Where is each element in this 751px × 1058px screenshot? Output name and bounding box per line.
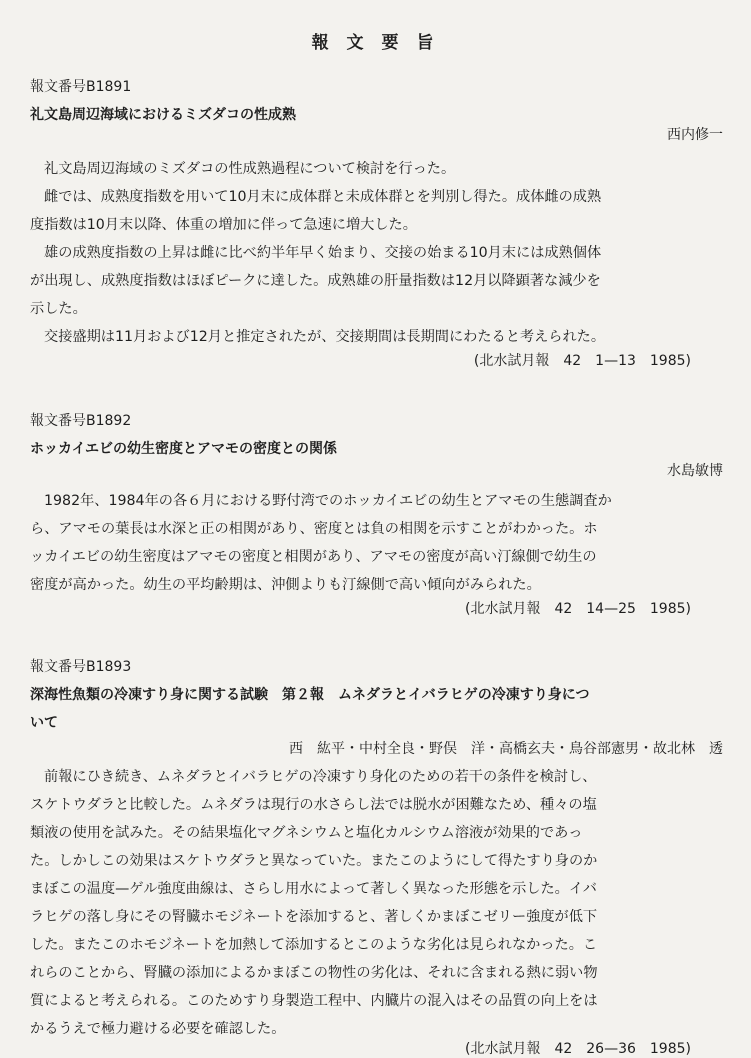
abstract-line: 雄の成熟度指数の上昇は雌に比べ約半年早く始まり、交接の始まる10月末には成熟個体 [44,245,602,261]
abstract-line: 前報にひき続き、ムネダラとイバラヒゲの冷凍すり身化のための若干の条件を検討し、 [44,769,597,785]
abstract-citation: (北水試月報 42 26—36 1985) [465,1041,691,1057]
page-title: 報 文 要 旨 [311,33,440,53]
abstract-line: かるうえで極力避ける必要を確認した。 [30,1021,286,1037]
abstract-line: 交接盛期は11月および12月と推定されたが、交接期間は長期間にわたると考えられた。 [44,329,606,345]
abstract-line: ッカイエビの幼生密度はアマモの密度と相関があり、アマモの密度が高い汀線側で幼生の [30,549,597,565]
abstract-line: スケトウダラと比較した。ムネダラは現行の水さらし法では脱水が困難なため、種々の塩 [30,797,597,813]
abstract-line: 密度が高かった。幼生の平均齢期は、沖側よりも汀線側で高い傾向がみられた。 [30,577,541,593]
abstract-line: 1982年、1984年の各６月における野付湾でのホッカイエビの幼生とアマモの生態調査か [44,493,612,509]
abstract-line: した。またこのホモジネートを加熱して添加するとこのような劣化は見られなかった。こ [30,937,598,953]
abstract-title-line: いて [30,715,58,731]
abstract-line: ラヒゲの落し身にその腎臓ホモジネートを添加すると、著しくかまぼこゼリー強度が低下 [30,909,598,925]
abstract-line: れらのことから、腎臓の添加によるかまぼこの物性の劣化は、それに含まれる熱に弱い物 [30,965,598,981]
abstract-number: 報文番号B1892 [30,413,132,429]
abstract-line: た。しかしこの効果はスケトウダラと異なっていた。またこのようにして得たすり身のか [30,853,598,869]
abstract-line: 雌では、成熟度指数を用いて10月末に成体群と未成体群とを判別し得た。成体雌の成熟 [44,189,602,205]
abstract-title: ホッカイエビの幼生密度とアマモの密度との関係 [30,441,338,457]
abstract-line: 類液の使用を試みた。その結果塩化マグネシウムと塩化カルシウム溶液が効果的であっ [30,825,583,841]
abstract-line: 礼文島周辺海域のミズダコの性成熟過程について検討を行った。 [44,161,456,177]
abstract-line: 示した。 [30,301,87,317]
abstract-line: まぼこの温度—ゲル強度曲線は、さらし用水によって著しく異なった形態を示した。イバ [30,881,597,897]
abstract-author: 西内修一 [667,127,723,143]
abstract-line: が出現し、成熟度指数はほぼピークに達した。成熟雄の肝量指数は12月以降顕著な減少を [30,273,601,289]
abstract-citation: (北水試月報 42 14—25 1985) [465,601,691,617]
abstract-number: 報文番号B1893 [30,659,132,675]
abstract-line: ら、アマモの葉長は水深と正の相関があり、密度とは負の相関を示すことがわかった。ホ [30,521,598,537]
abstract-citation: (北水試月報 42 1—13 1985) [473,353,691,369]
abstract-author: 水島敏博 [667,463,723,479]
abstract-authors: 西 紘平・中村全良・野俣 洋・高橋玄夫・鳥谷部憲男・故北林 透 [289,741,723,757]
abstract-title-line: 深海性魚類の冷凍すり身に関する試験 第２報 ムネダラとイバラヒゲの冷凍すり身につ [30,687,590,703]
abstract-title: 礼文島周辺海域におけるミズダコの性成熟 [30,107,296,123]
abstract-line: 度指数は10月末以降、体重の増加に伴って急速に増大した。 [30,217,417,233]
abstract-line: 質によると考えられる。このためすり身製造工程中、内臓片の混入はその品質の向上をは [30,993,598,1009]
abstract-number: 報文番号B1891 [30,79,132,95]
